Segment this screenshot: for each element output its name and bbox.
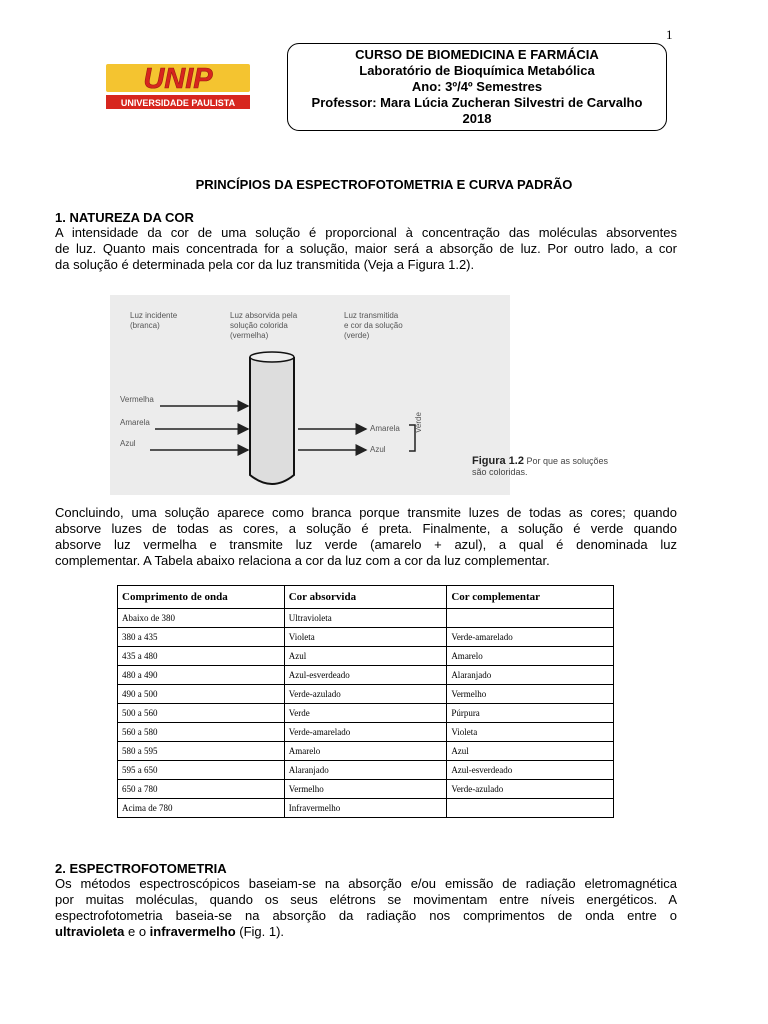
table-cell: Vermelho xyxy=(284,780,447,799)
text-line xyxy=(55,924,677,940)
text-line: da solução é determinada pela cor da luz transmitida (Veja a Figura 1.2). xyxy=(55,257,475,272)
table-cell: Vermelho xyxy=(447,685,614,704)
section1-paragraph1 xyxy=(55,225,677,273)
table-cell: Azul-esverdeado xyxy=(284,666,447,685)
section1-heading: 1. NATUREZA DA COR xyxy=(55,210,194,225)
table-cell: 500 a 560 xyxy=(118,704,285,723)
text-line: Concluindo, uma solução aparece como branca porque transmite luzes de todas as cores; quando xyxy=(55,505,677,520)
col-header-wavelength: Comprimento de onda xyxy=(118,586,285,609)
header-course: CURSO DE BIOMEDICINA E FARMÁCIA xyxy=(355,47,599,62)
page-number: 1 xyxy=(666,27,673,42)
table-cell xyxy=(447,799,614,818)
text-line: absorve luz vermelha e transmite luz verde (amarelo + azul), a qual é denominada luz xyxy=(55,537,677,552)
label-transmitted: Luz transmitida xyxy=(344,311,399,320)
table-row xyxy=(118,647,614,666)
text-line: de luz. Quanto mais concentrada for a solução, maior será a absorção de luz. Por outro lado, a cor xyxy=(55,241,677,256)
label-verde: Verde xyxy=(414,412,423,433)
figure-caption xyxy=(472,456,608,478)
table-cell: Alaranjado xyxy=(447,666,614,685)
table-cell: 480 a 490 xyxy=(118,666,285,685)
table-cell: Alaranjado xyxy=(284,761,447,780)
table-row xyxy=(118,666,614,685)
caption-text-2: são coloridas. xyxy=(472,467,528,477)
text-line: complementar. A Tabela abaixo relaciona a cor da luz com a cor da luz complementar. xyxy=(55,553,550,568)
label-transmitted-color: (verde) xyxy=(344,331,370,340)
label-absorbed: Luz absorvida pela xyxy=(230,311,298,320)
table-cell xyxy=(447,609,614,628)
table-cell: Azul-esverdeado xyxy=(447,761,614,780)
table-row xyxy=(118,685,614,704)
text-line: A intensidade da cor de uma solução é proporcional à concentração das moléculas absorventes xyxy=(55,225,677,240)
table-cell: Púrpura xyxy=(447,704,614,723)
table-cell: Verde xyxy=(284,704,447,723)
table-cell: Verde-azulado xyxy=(447,780,614,799)
header-professor: Professor: Mara Lúcia Zucheran Silvestri de Carvalho xyxy=(311,95,643,110)
text-line: absorve luzes de todas as cores, a solução é preta. Finalmente, a solução é verde quando xyxy=(55,521,677,536)
table-row xyxy=(118,704,614,723)
label-in-red: Vermelha xyxy=(120,395,154,404)
section1-paragraph2 xyxy=(55,505,677,569)
table-cell: 595 a 650 xyxy=(118,761,285,780)
table-cell: 435 a 480 xyxy=(118,647,285,666)
col-header-complementary: Cor complementar xyxy=(447,586,614,609)
label-absorbed-sub: solução colorida xyxy=(230,321,288,330)
text-fragment: (Fig. 1). xyxy=(235,924,285,939)
tube-opening xyxy=(250,352,294,362)
table-cell: 580 a 595 xyxy=(118,742,285,761)
label-transmitted-sub: e cor da solução xyxy=(344,321,403,330)
figure-1-2 xyxy=(110,295,510,495)
header-lab: Laboratório de Bioquímica Metabólica xyxy=(359,63,595,78)
bold-infravermelho: infravermelho xyxy=(149,924,236,939)
table-row xyxy=(118,742,614,761)
col-header-absorbed: Cor absorvida xyxy=(284,586,447,609)
table-cell: Violeta xyxy=(284,628,447,647)
table-cell: Amarelo xyxy=(447,647,614,666)
table-cell: Azul xyxy=(447,742,614,761)
color-table xyxy=(117,585,614,818)
label-in-blue: Azul xyxy=(120,439,136,448)
logo-wordmark: UNIP xyxy=(143,63,213,95)
label-out-blue: Azul xyxy=(370,445,386,454)
caption-text: Por que as soluções xyxy=(526,456,609,466)
table-row xyxy=(118,799,614,818)
table-cell: Ultravioleta xyxy=(284,609,447,628)
table-row xyxy=(118,723,614,742)
table-cell: Verde-amarelado xyxy=(284,723,447,742)
label-incident: Luz incidente xyxy=(130,311,178,320)
table-row xyxy=(118,628,614,647)
label-in-yellow: Amarela xyxy=(120,418,150,427)
section2-paragraph xyxy=(55,876,677,940)
table-cell: Abaixo de 380 xyxy=(118,609,285,628)
text-line: espectrofotometria baseia-se na absorção da radiação nos comprimentos de onda entre o xyxy=(55,908,677,923)
table-header-row xyxy=(118,586,614,609)
table-row xyxy=(118,761,614,780)
table-cell: Verde-amarelado xyxy=(447,628,614,647)
label-absorbed-color: (vermelha) xyxy=(230,331,269,340)
label-incident-sub: (branca) xyxy=(130,321,160,330)
test-tube xyxy=(250,357,294,484)
table-cell: Acima de 780 xyxy=(118,799,285,818)
table-cell: Infravermelho xyxy=(284,799,447,818)
header-year: Ano: 3º/4º Semestres xyxy=(411,79,543,94)
text-line: Os métodos espectroscópicos baseiam-se na absorção e/ou emissão de radiação eletromagnética xyxy=(55,876,677,891)
document-title: PRINCÍPIOS DA ESPECTROFOTOMETRIA E CURVA PADRÃO xyxy=(195,177,573,192)
caption-label: Figura 1.2 xyxy=(472,455,524,467)
table-row xyxy=(118,780,614,799)
table-cell: Verde-azulado xyxy=(284,685,447,704)
table-cell: Amarelo xyxy=(284,742,447,761)
table-cell: 380 a 435 xyxy=(118,628,285,647)
table-row xyxy=(118,609,614,628)
label-out-yellow: Amarela xyxy=(370,424,400,433)
table-cell: 560 a 580 xyxy=(118,723,285,742)
text-fragment: e o xyxy=(124,924,150,939)
bold-ultravioleta: ultravioleta xyxy=(55,924,125,939)
unip-logo xyxy=(104,62,252,112)
table-cell: Azul xyxy=(284,647,447,666)
header-box xyxy=(287,43,667,131)
section2-heading: 2. ESPECTROFOTOMETRIA xyxy=(55,861,227,876)
text-line: por muitas moléculas, quando os seus elétrons se movimentam entre níveis energéticos. A xyxy=(55,892,677,907)
logo-tagline: UNIVERSIDADE PAULISTA xyxy=(120,98,236,108)
table-cell: 490 a 500 xyxy=(118,685,285,704)
table-cell: Violeta xyxy=(447,723,614,742)
header-date: 2018 xyxy=(462,111,492,126)
table-cell: 650 a 780 xyxy=(118,780,285,799)
